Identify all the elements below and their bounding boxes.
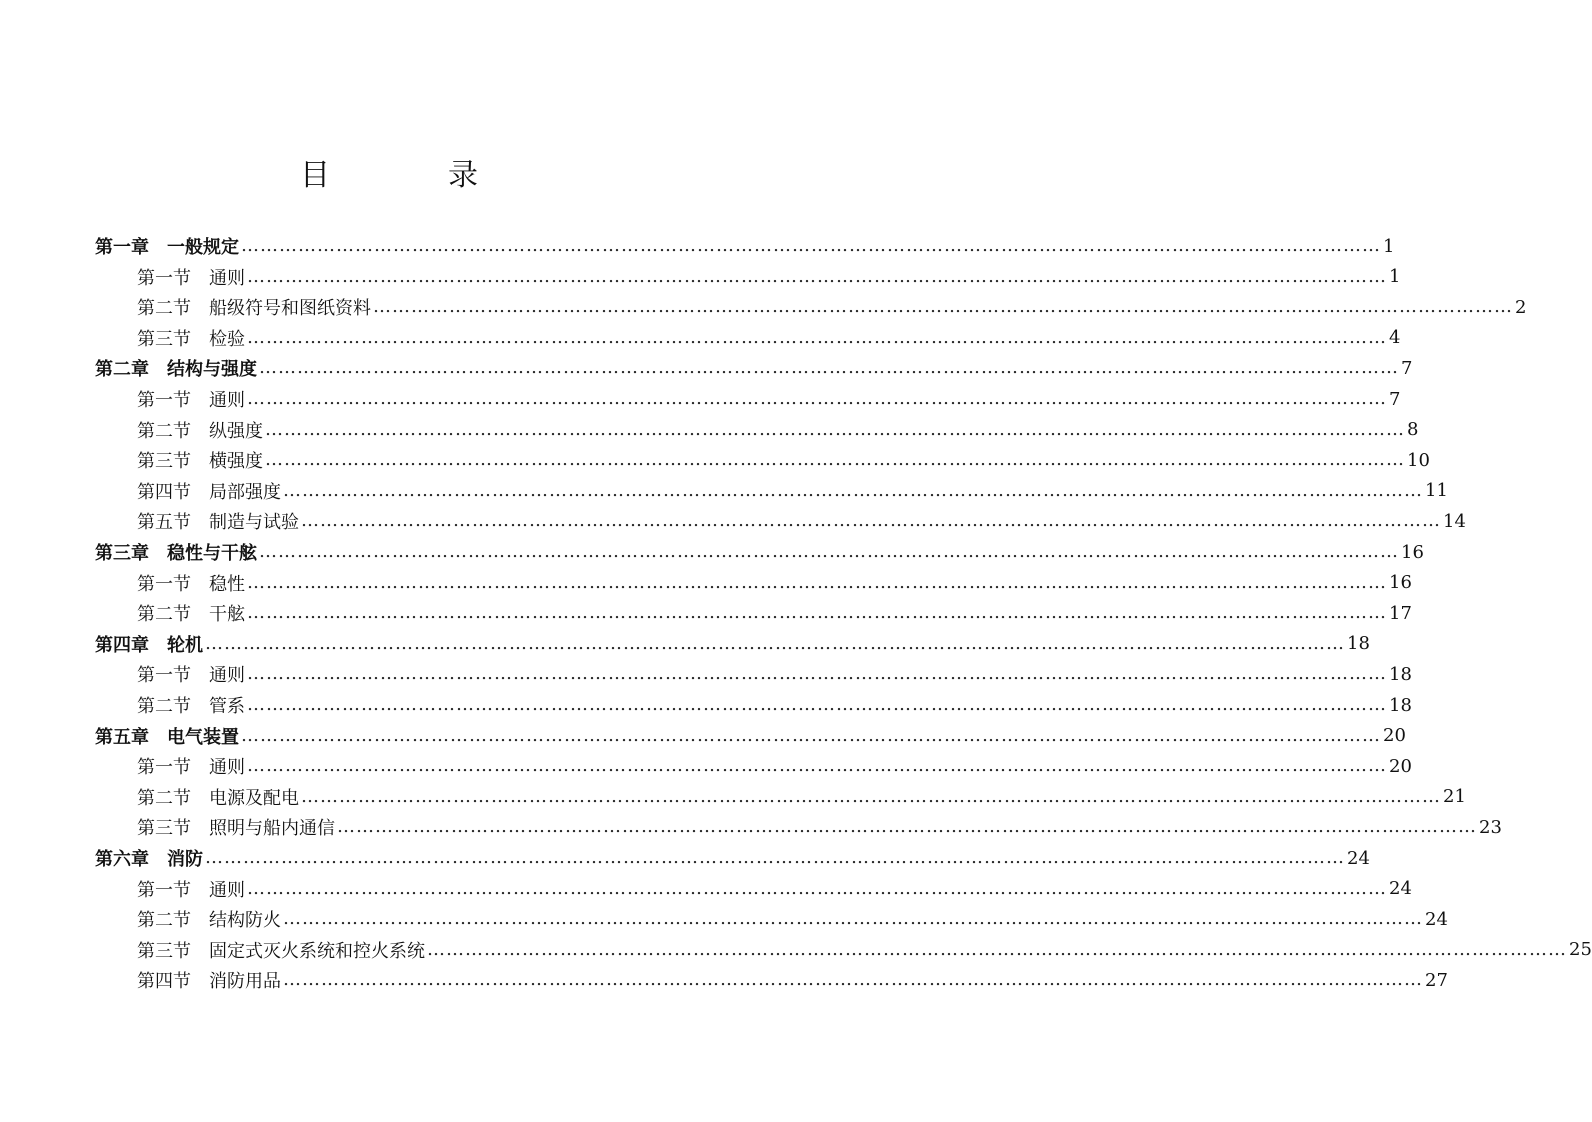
toc-entry-label — [137, 325, 245, 351]
toc-entry-label — [137, 967, 281, 993]
dot-leader: ……………………………………………………………………………………………………………………………………………………………… — [205, 847, 1345, 868]
toc-entry-number: 第一节 — [137, 757, 191, 779]
toc-entry-number: 第二节 — [137, 420, 191, 442]
toc-entry-number: 第四章 — [95, 634, 149, 656]
toc-section-entry[interactable] — [137, 965, 1448, 995]
page-title: 目 录 — [300, 158, 522, 193]
toc-entry-number: 第四节 — [137, 971, 191, 993]
toc-page-number: 16 — [1401, 541, 1424, 563]
toc-entry-label — [137, 937, 425, 963]
toc-entry-label — [95, 233, 239, 259]
toc-section-entry[interactable] — [137, 292, 1527, 322]
dot-leader: ……………………………………………………………………………………………………………………………………………………………… — [427, 938, 1567, 960]
toc-chapter-entry[interactable] — [95, 843, 1370, 873]
toc-entry-number: 第三节 — [137, 818, 191, 840]
toc-section-entry[interactable] — [137, 506, 1466, 536]
toc-page-number: 23 — [1479, 816, 1502, 838]
toc-entry-label — [137, 814, 335, 840]
toc-entry-title: 一般规定 — [167, 237, 239, 258]
toc-page-number: 8 — [1407, 419, 1419, 441]
toc-page-number: 1 — [1389, 266, 1401, 288]
toc-section-entry[interactable] — [137, 904, 1448, 934]
dot-leader: ……………………………………………………………………………………………………………………………………………………………… — [265, 449, 1405, 471]
toc-page-number: 27 — [1425, 969, 1448, 991]
dot-leader: ……………………………………………………………………………………………………………………………………………………………… — [247, 265, 1387, 287]
dot-leader: ……………………………………………………………………………………………………………………………………………………………… — [283, 969, 1423, 991]
toc-page-number: 2 — [1515, 296, 1527, 318]
toc-entry-title: 制造与试验 — [209, 512, 299, 534]
dot-leader: ……………………………………………………………………………………………………………………………………………………………… — [259, 357, 1399, 379]
toc-entry-title: 通则 — [209, 390, 245, 411]
toc-entry-label — [137, 661, 245, 687]
toc-chapter-entry[interactable] — [95, 231, 1395, 261]
toc-entry-title: 局部强度 — [209, 481, 281, 503]
toc-entry-number: 第二节 — [137, 604, 191, 626]
toc-section-entry[interactable] — [137, 384, 1401, 414]
dot-leader: ……………………………………………………………………………………………………………………………………………………………… — [265, 418, 1405, 440]
dot-leader: ……………………………………………………………………………………………………………………………………………………………… — [205, 632, 1345, 654]
toc-entry-number: 第五节 — [137, 512, 191, 534]
toc-page-number: 4 — [1389, 327, 1401, 349]
toc-page-number: 1 — [1383, 235, 1395, 257]
toc-page-number: 21 — [1443, 786, 1466, 808]
toc-page-number: 24 — [1389, 878, 1412, 900]
toc-section-entry[interactable] — [137, 812, 1502, 842]
dot-leader: ……………………………………………………………………………………………………………………………………………………………… — [301, 510, 1441, 532]
toc-entry-label — [137, 264, 245, 290]
toc-entry-title: 通则 — [209, 879, 245, 901]
toc-page-number: 17 — [1389, 602, 1412, 624]
toc-entry-title: 稳性 — [209, 573, 245, 595]
toc-page-number: 20 — [1383, 725, 1406, 747]
toc-page-number: 14 — [1443, 510, 1466, 532]
toc-page-number: 16 — [1389, 572, 1412, 594]
toc-entry-title: 结构与强度 — [167, 359, 257, 381]
toc-section-entry[interactable] — [137, 476, 1448, 506]
toc-page-number: 25 — [1569, 939, 1592, 961]
dot-leader: ……………………………………………………………………………………………………………………………………………………………… — [241, 724, 1381, 746]
toc-entry-title: 检验 — [209, 328, 245, 350]
toc-entry-title: 固定式灭火系统和控火系统 — [209, 940, 425, 962]
toc-entry-title: 轮机 — [167, 634, 203, 656]
toc-entry-label — [137, 570, 245, 596]
toc-page-number: 11 — [1425, 480, 1448, 502]
toc-entry-number: 第六章 — [95, 849, 149, 870]
toc-entry-number: 第五章 — [95, 726, 149, 748]
toc-entry-label — [137, 478, 281, 504]
dot-leader: ……………………………………………………………………………………………………………………………………………………………… — [301, 785, 1441, 807]
toc-page-number: 20 — [1389, 755, 1412, 777]
toc-chapter-entry[interactable] — [95, 721, 1406, 751]
toc-entry-label — [137, 784, 299, 810]
dot-leader: ……………………………………………………………………………………………………………………………………………………………… — [283, 908, 1423, 930]
toc-page-number: 24 — [1425, 908, 1448, 930]
toc-entry-number: 第二节 — [137, 787, 191, 809]
dot-leader: ……………………………………………………………………………………………………………………………………………………………… — [247, 602, 1387, 624]
toc-page-number: 7 — [1389, 388, 1401, 410]
toc-section-entry[interactable] — [137, 935, 1592, 965]
toc-entry-number: 第三节 — [137, 451, 191, 473]
toc-entry-number: 第二节 — [137, 298, 191, 320]
dot-leader: ……………………………………………………………………………………………………………………………………………………………… — [337, 816, 1477, 838]
toc-entry-title: 通则 — [209, 267, 245, 289]
toc-entry-number: 第二章 — [95, 359, 149, 381]
toc-entry-title: 消防用品 — [209, 971, 281, 993]
toc-chapter-entry[interactable] — [95, 353, 1413, 383]
toc-entry-title: 船级符号和图纸资料 — [209, 298, 371, 320]
toc-page-number: 18 — [1389, 694, 1412, 716]
toc-entry-number: 第四节 — [137, 481, 191, 503]
toc-entry-title: 管系 — [209, 696, 245, 717]
toc-entry-title: 照明与船内通信 — [209, 818, 335, 840]
toc-entry-label — [95, 631, 203, 657]
toc-page-number: 10 — [1407, 449, 1430, 471]
toc-entry-number: 第一节 — [137, 573, 191, 595]
toc-entry-label — [137, 692, 245, 718]
dot-leader: ……………………………………………………………………………………………………………………………………………………………… — [247, 326, 1387, 348]
toc-entry-number: 第一节 — [137, 665, 191, 687]
dot-leader: ……………………………………………………………………………………………………………………………………………………………… — [283, 479, 1423, 501]
toc-entry-label — [137, 906, 281, 932]
toc-page-number: 18 — [1389, 663, 1412, 685]
dot-leader: ……………………………………………………………………………………………………………………………………………………………… — [247, 755, 1387, 777]
toc-entry-title: 稳性与干舷 — [167, 543, 257, 564]
toc-entry-label — [137, 600, 245, 626]
toc-entry-title: 通则 — [209, 757, 245, 779]
toc-entry-title: 结构防火 — [209, 910, 281, 932]
toc-entry-title: 干舷 — [209, 604, 245, 626]
toc-entry-title: 通则 — [209, 665, 245, 687]
toc-section-entry[interactable] — [137, 568, 1412, 598]
toc-entry-label — [95, 355, 257, 381]
dot-leader: ……………………………………………………………………………………………………………………………………………………………… — [259, 541, 1399, 562]
toc-entry-label — [137, 417, 263, 443]
dot-leader: ……………………………………………………………………………………………………………………………………………………………… — [247, 663, 1387, 685]
toc-section-entry[interactable] — [137, 751, 1412, 781]
toc-section-entry[interactable] — [137, 262, 1401, 292]
toc-section-entry[interactable] — [137, 690, 1412, 720]
toc-entry-title: 纵强度 — [209, 420, 263, 442]
toc-entry-number: 第一节 — [137, 879, 191, 901]
toc-entry-number: 第二节 — [137, 910, 191, 932]
toc-entry-title: 消防 — [167, 849, 203, 870]
dot-leader: ……………………………………………………………………………………………………………………………………………………………… — [241, 235, 1381, 256]
toc-entry-label — [137, 447, 263, 473]
toc-chapter-entry[interactable] — [95, 537, 1424, 567]
toc-section-entry[interactable] — [137, 874, 1412, 904]
toc-entry-number: 第一节 — [137, 267, 191, 289]
toc-section-entry[interactable] — [137, 659, 1412, 689]
toc-section-entry[interactable] — [137, 323, 1401, 353]
toc-entry-label — [137, 294, 371, 320]
dot-leader: ……………………………………………………………………………………………………………………………………………………………… — [247, 694, 1387, 715]
toc-page-number: 24 — [1347, 847, 1370, 869]
dot-leader: ……………………………………………………………………………………………………………………………………………………………… — [373, 296, 1513, 318]
toc-entry-number: 第三节 — [137, 940, 191, 962]
toc-entry-title: 横强度 — [209, 451, 263, 473]
toc-entry-number: 第一章 — [95, 237, 149, 258]
toc-section-entry[interactable] — [137, 445, 1430, 475]
toc-entry-number: 第一节 — [137, 390, 191, 411]
dot-leader: ……………………………………………………………………………………………………………………………………………………………… — [247, 877, 1387, 899]
toc-page-number: 7 — [1401, 357, 1413, 379]
toc-entry-number: 第二节 — [137, 696, 191, 717]
toc-entry-number: 第三节 — [137, 328, 191, 350]
toc-entry-title: 电源及配电 — [209, 787, 299, 809]
toc-entry-label — [137, 508, 299, 534]
toc-entry-label — [137, 386, 245, 412]
toc-entry-number: 第三章 — [95, 543, 149, 564]
toc-entry-label — [137, 753, 245, 779]
toc-entry-label — [137, 876, 245, 902]
toc-section-entry[interactable] — [137, 415, 1419, 445]
toc-section-entry[interactable] — [137, 598, 1412, 628]
toc-chapter-entry[interactable] — [95, 629, 1370, 659]
toc-entry-label — [95, 723, 239, 749]
toc-entry-label — [95, 539, 257, 565]
toc-page-number: 18 — [1347, 633, 1370, 655]
toc-entry-title: 电气装置 — [167, 726, 239, 748]
toc-section-entry[interactable] — [137, 782, 1466, 812]
dot-leader: ……………………………………………………………………………………………………………………………………………………………… — [247, 388, 1387, 409]
dot-leader: ……………………………………………………………………………………………………………………………………………………………… — [247, 571, 1387, 593]
toc-entry-label — [95, 845, 203, 871]
